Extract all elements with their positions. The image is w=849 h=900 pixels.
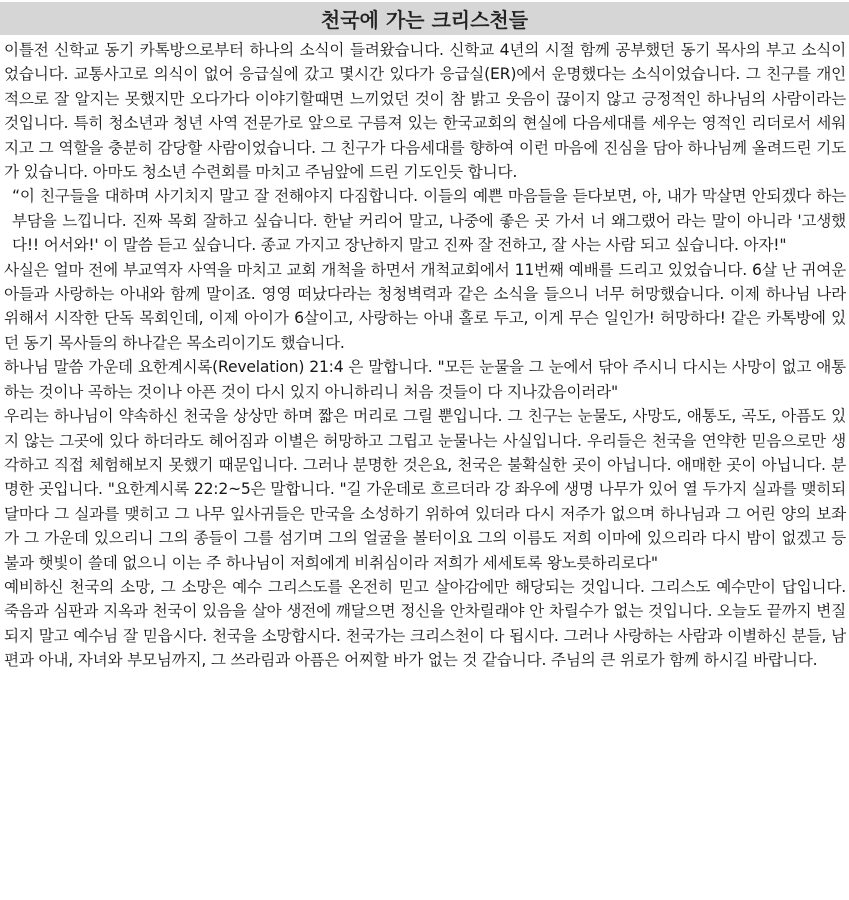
page-title: 천국에 가는 크리스천들 bbox=[320, 8, 529, 32]
paragraph-church-planting: 사실은 얼마 전에 부교역자 사역을 마치고 교회 개척을 하면서 개척교회에서 11번째 예배를 드리고 있었습니다. 6살 난 귀여운 아들과 사랑하는 아내와 함께 말이죠. 영영 떠났다라는 청청벽력과 같은 소식을 들으니 너무 허망했습니다. 이제 하나님 나라 위해서 시작한 단독 목회인데, 이제 아이가 6살이고, 사랑하는 아내 홀로 두고, 이게 무슨 일인가! 허망하다! 같은 카톡방에 있던 동기 목사들의 하나같은 목소리이기도 했습니다. bbox=[4, 260, 846, 352]
paragraph-news: 이틀전 신학교 동기 카톡방으로부터 하나의 소식이 들려왔습니다. 신학교 4년의 시절 함께 공부했던 동기 목사의 부고 소식이었습니다. 교통사고로 의식이 없어 응급실에 갔고 몇시간 있다가 응급실(ER)에서 운명했다는 소식이었습니다. 그 친구를 개인적으로 잘 알지는 못했지만 오다가다 이야기할때면 느끼었던 것이 참 밝고 웃음이 끊이지 않고 긍정적인 하나님의 사람이라는 것입니다. 특히 청소년과 청년 사역 전문가로 앞으로 구름져 있는 한국교회의 현실에 다음세대를 세우는 영적인 리더로서 세워지고 그 역할을 충분히 감당할 사람이었습니다. 그 친구가 다음세대를 향하여 이런 마음에 진심을 담아 하나님께 올려드린 기도가 있습니다. 아마도 청소년 수련회를 마치고 주님앞에 드린 기도인듯 합니다. bbox=[4, 41, 846, 182]
paragraph-prayer-quote: “이 친구들을 대하며 사기치지 말고 잘 전해야지 다짐합니다. 이들의 예쁜 마음들을 듣다보면, 아, 내가 막살면 안되겠다 하는 부담을 느낍니다. 진짜 목회 잘하고 싶습니다. 한낱 커리어 말고, 나중에 좋은 곳 가서 너 왜그랬어 라는 말이 아니라 '고생했다!! 어서와!' 이 말씀 듣고 싶습니다. 종교 가지고 장난하지 말고 진짜 잘 전하고, 잘 사는 사람 되고 싶습니다. 아자!" bbox=[12, 187, 846, 255]
paragraph-revelation-21: 하나님 말씀 가운데 요한계시록(Revelation) 21:4 은 말합니다. "모든 눈물을 그 눈에서 닦아 주시니 다시는 사망이 없고 애통하는 것이나 곡하는 것이나 아픈 것이 다시 있지 아니하리니 처음 것들이 다 지나갔음이러라" bbox=[4, 358, 846, 401]
title-banner bbox=[0, 2, 849, 35]
paragraph-conclusion: 예비하신 천국의 소망, 그 소망은 예수 그리스도를 온전히 믿고 살아감에만 해당되는 것입니다. 그리스도 예수만이 답입니다. 죽음과 심판과 지옥과 천국이 있음을 살아 생전에 깨달으면 정신을 안차릴래야 안 차릴수가 없는 것입니다. 오늘도 끝까지 변질되지 말고 예수님 잘 믿읍시다. 천국을 소망합시다. 천국가는 크리스천이 다 됩시다. 그러나 사랑하는 사람과 이별하신 분들, 남편과 아내, 자녀와 부모님까지, 그 쓰라림과 아픔은 어찌할 바가 없는 것 같습니다. 주님의 큰 위로가 함께 하시길 바랍니다. bbox=[4, 577, 846, 670]
article-body bbox=[4, 38, 846, 673]
paragraph-revelation-22: 우리는 하나님이 약속하신 천국을 상상만 하며 짧은 머리로 그릴 뿐입니다. 그 친구는 눈물도, 사망도, 애통도, 곡도, 아픔도 있지 않는 그곳에 있다 하더라도 헤어짐과 이별은 허망하고 그립고 눈물나는 사실입니다. 우리들은 천국을 연약한 믿음으로만 생각하고 직접 체험해보지 못했기 때문입니다. 그러나 분명한 것은요, 천국은 불확실한 곳이 아닙니다. 애매한 곳이 아닙니다. 분명한 곳입니다. "요한계시록 22:2~5은 말합니다. "길 가운데로 흐르더라 강 좌우에 생명 나무가 있어 열 두가지 실과를 맺히되 달마다 그 실과를 맺히고 그 나무 잎사귀들은 만국을 소성하기 위하여 있더라 다시 저주가 없으며 하나님과 그 어린 양의 보좌가 그 가운데 있으리니 그의 종들이 그를 섬기며 그의 얼굴을 볼터이요 그의 이름도 저희 이마에 있으리라 다시 밤이 없겠고 등불과 햇빛이 쓸데 없으니 이는 주 하나님이 저희에게 비취심이라 저희가 세세토록 왕노릇하리로다" bbox=[4, 407, 846, 572]
